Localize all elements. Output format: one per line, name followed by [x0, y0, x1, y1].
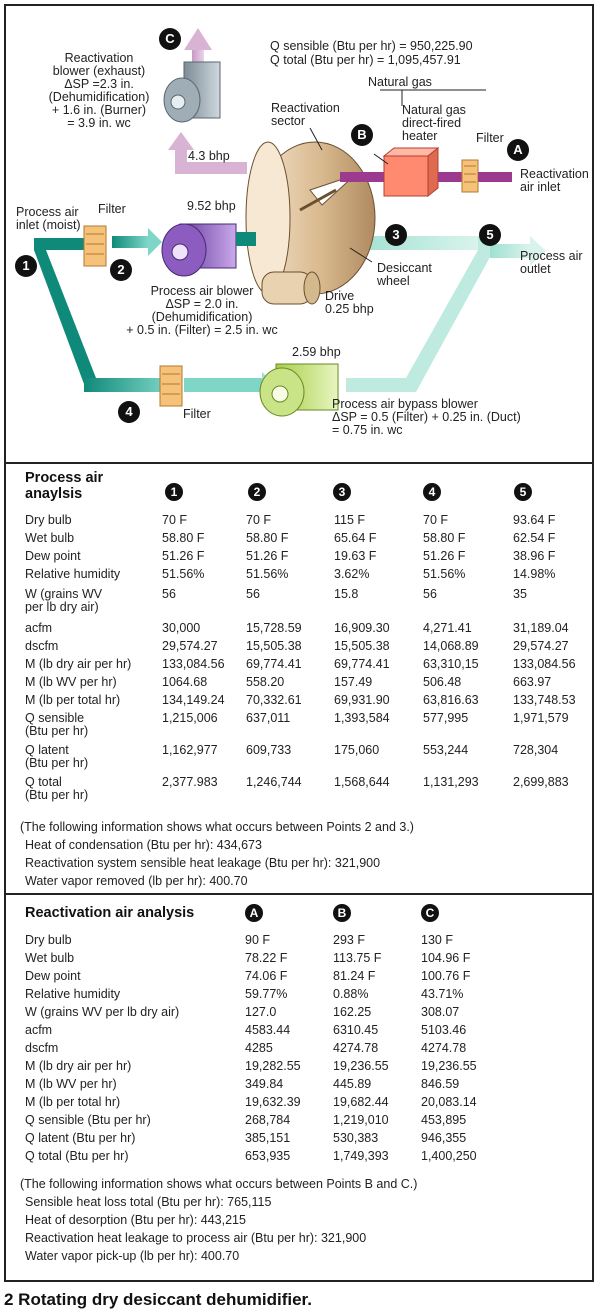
process-cell: 1,215,006 — [162, 711, 218, 725]
point-4-badge: 4 — [118, 401, 140, 423]
reactivation-blower-label: Reactivation blower (exhaust) ΔSP =2.3 in. (Dehumidification) + 1.6 in. (Burner) = 3.9 in. wc — [48, 51, 150, 130]
process-cell: 69,774.41 — [246, 657, 302, 671]
process-cell: 1,393,584 — [334, 711, 390, 725]
reactivation-cell: 530,383 — [333, 1131, 379, 1145]
filter-top-label: Filter — [476, 131, 504, 145]
process-cell: 3.62% — [334, 567, 370, 581]
divider-middle — [4, 893, 594, 895]
reactivation-cell: 20,083.14 — [421, 1095, 477, 1109]
process-cell: 115 F — [334, 513, 366, 527]
reactivation-cell: 453,895 — [421, 1113, 467, 1127]
process-row-label: Dry bulb — [25, 513, 72, 527]
process-cell: 133,084.56 — [513, 657, 576, 671]
reactivation-note-4: Water vapor pick-up (lb per hr): 400.70 — [25, 1249, 240, 1263]
process-cell: 38.96 F — [513, 549, 556, 563]
reactivation-sector-label: Reactivation sector — [271, 101, 340, 128]
process-cell: 1064.68 — [162, 675, 208, 689]
process-cell: 14,068.89 — [423, 639, 479, 653]
reactivation-cell: 162.25 — [333, 1005, 372, 1019]
point-c-badge: C — [159, 28, 181, 50]
reactivation-row-label: M (lb dry air per hr) — [25, 1059, 132, 1073]
bypass-blower-label: Process air bypass blower ΔSP = 0.5 (Filter) + 0.25 in. (Duct) = 0.75 in. wc — [332, 397, 521, 437]
process-note-1: Heat of condensation (Btu per hr): 434,673 — [25, 838, 262, 852]
reactivation-row-label: acfm — [25, 1023, 53, 1037]
process-row-label: Q sensible (Btu per hr) — [25, 711, 89, 738]
reactivation-cell: 43.71% — [421, 987, 464, 1001]
process-cell: 1,162,977 — [162, 743, 218, 757]
process-cell: 51.56% — [162, 567, 205, 581]
reactivation-cell: 19,236.55 — [421, 1059, 477, 1073]
reactivation-cell: 6310.45 — [333, 1023, 379, 1037]
reactivation-cell: 946,355 — [421, 1131, 467, 1145]
process-cell: 51.56% — [423, 567, 466, 581]
process-col-1: 1 — [165, 483, 183, 501]
reactivation-cell: 4274.78 — [333, 1041, 379, 1055]
process-row-label: Wet bulb — [25, 531, 75, 545]
process-cell: 51.26 F — [162, 549, 205, 563]
process-cell: 2,377.983 — [162, 775, 218, 789]
process-cell: 14.98% — [513, 567, 556, 581]
process-cell: 65.64 F — [334, 531, 377, 545]
point-5-badge: 5 — [479, 224, 501, 246]
process-row-label: Dew point — [25, 549, 81, 563]
desiccant-wheel — [246, 142, 375, 304]
reactivation-cell: 19,632.39 — [245, 1095, 301, 1109]
reactivation-cell: 127.0 — [245, 1005, 277, 1019]
reactivation-cell: 78.22 F — [245, 951, 288, 965]
reactivation-row-label: Dew point — [25, 969, 81, 983]
process-cell: 93.64 F — [513, 513, 556, 527]
reactivation-cell: 1,219,010 — [333, 1113, 389, 1127]
filter-bottom-label: Filter — [183, 407, 211, 421]
process-row-label: M (lb WV per hr) — [25, 675, 117, 689]
process-cell: 157.49 — [334, 675, 373, 689]
process-cell: 728,304 — [513, 743, 559, 757]
process-cell: 553,244 — [423, 743, 469, 757]
process-row-label: Q total (Btu per hr) — [25, 775, 89, 802]
process-cell: 35 — [513, 587, 527, 601]
reactivation-cell: 74.06 F — [245, 969, 288, 983]
process-row-label: Q latent (Btu per hr) — [25, 743, 89, 770]
point-1-badge: 1 — [15, 255, 37, 277]
reactivation-row-label: dscfm — [25, 1041, 59, 1055]
reactivation-cell: 130 F — [421, 933, 453, 947]
reactivation-cell: 293 F — [333, 933, 365, 947]
reactivation-cell: 4285 — [245, 1041, 273, 1055]
reactivation-row-label: Q sensible (Btu per hr) — [25, 1113, 151, 1127]
process-cell: 133,084.56 — [162, 657, 225, 671]
process-cell: 69,931.90 — [334, 693, 390, 707]
process-outlet-label: Process air outlet — [520, 249, 583, 276]
process-cell: 58.80 F — [423, 531, 466, 545]
reactivation-cell: 385,151 — [245, 1131, 291, 1145]
reactivation-blower — [164, 62, 220, 122]
reactivation-cell: 59.77% — [245, 987, 288, 1001]
process-row-label: M (lb dry air per hr) — [25, 657, 132, 671]
process-cell: 56 — [423, 587, 437, 601]
reactivation-cell: 113.75 F — [333, 951, 382, 965]
process-cell: 1,131,293 — [423, 775, 479, 789]
process-row-label: W (grains WV per lb dry air) — [25, 587, 103, 614]
process-cell: 558.20 — [246, 675, 285, 689]
process-cell: 51.26 F — [423, 549, 466, 563]
reactivation-row-label: Relative humidity — [25, 987, 121, 1001]
process-cell: 70 F — [162, 513, 188, 527]
reactivation-title: Reactivation air analysis — [25, 905, 195, 921]
process-cell: 56 — [246, 587, 260, 601]
natural-gas-label: Natural gas — [368, 75, 432, 89]
reactivation-row-label: Wet bulb — [25, 951, 75, 965]
reactivation-col-a: A — [245, 904, 263, 922]
process-cell: 51.56% — [246, 567, 289, 581]
reactivation-cell: 19,282.55 — [245, 1059, 301, 1073]
process-cell: 70 F — [423, 513, 449, 527]
process-air-blower — [162, 224, 256, 276]
reactivation-cell: 19,682.44 — [333, 1095, 389, 1109]
process-cell: 19.63 F — [334, 549, 377, 563]
reactivation-row-label: Q latent (Btu per hr) — [25, 1131, 136, 1145]
process-cell: 1,568,644 — [334, 775, 390, 789]
reactivation-cell: 445.89 — [333, 1077, 372, 1091]
reactivation-cell: 268,784 — [245, 1113, 291, 1127]
process-note-0: (The following information shows what occurs between Points 2 and 3.) — [20, 820, 414, 834]
process-cell: 56 — [162, 587, 176, 601]
process-cell: 15,505.38 — [334, 639, 390, 653]
reactivation-cell: 1,400,250 — [421, 1149, 477, 1163]
point-2-badge: 2 — [110, 259, 132, 281]
process-cell: 133,748.53 — [513, 693, 576, 707]
filter-left-label: Filter — [98, 202, 126, 216]
reactivation-cell: 0.88% — [333, 987, 369, 1001]
process-cell: 70,332.61 — [246, 693, 302, 707]
process-note-2: Reactivation system sensible heat leakage (Btu per hr): 321,900 — [25, 856, 381, 870]
reactivation-col-b: B — [333, 904, 351, 922]
process-inlet-label: Process air inlet (moist) — [16, 205, 81, 232]
process-cell: 58.80 F — [162, 531, 205, 545]
process-cell: 30,000 — [162, 621, 201, 635]
process-cell: 62.54 F — [513, 531, 556, 545]
process-cell: 134,149.24 — [162, 693, 225, 707]
process-cell: 29,574.27 — [513, 639, 569, 653]
process-cell: 15,505.38 — [246, 639, 302, 653]
process-col-5: 5 — [514, 483, 532, 501]
process-cell: 577,995 — [423, 711, 469, 725]
bhp-2-59-label: 2.59 bhp — [292, 345, 341, 359]
reactivation-cell: 1,749,393 — [333, 1149, 389, 1163]
bypass-blower — [260, 364, 338, 416]
q-sensible-label: Q sensible (Btu per hr) = 950,225.90 — [270, 39, 473, 53]
reactivation-cell: 4583.44 — [245, 1023, 291, 1037]
point-b-badge: B — [351, 124, 373, 146]
heater-label: Natural gas direct-fired heater — [402, 103, 466, 143]
reactivation-cell: 846.59 — [421, 1077, 460, 1091]
process-col-2: 2 — [248, 483, 266, 501]
q-total-label: Q total (Btu per hr) = 1,095,457.91 — [270, 53, 461, 67]
process-row-label: dscfm — [25, 639, 59, 653]
reactivation-cell: 5103.46 — [421, 1023, 467, 1037]
process-cell: 58.80 F — [246, 531, 289, 545]
bhp-4-3-label: 4.3 bhp — [188, 149, 230, 163]
process-cell: 63,310,15 — [423, 657, 479, 671]
bhp-9-52-label: 9.52 bhp — [187, 199, 236, 213]
point-a-badge: A — [507, 139, 529, 161]
point-3-badge: 3 — [385, 224, 407, 246]
process-cell: 637,011 — [246, 711, 291, 725]
process-title: Process air anaylsis — [25, 470, 104, 502]
divider-top — [4, 462, 594, 464]
reactivation-row-label: Q total (Btu per hr) — [25, 1149, 129, 1163]
reactivation-cell: 4274.78 — [421, 1041, 467, 1055]
reactivation-cell: 90 F — [245, 933, 271, 947]
reactivation-note-3: Reactivation heat leakage to process air (Btu per hr): 321,900 — [25, 1231, 367, 1245]
figure-caption: 2 Rotating dry desiccant dehumidifier. — [4, 1290, 312, 1309]
process-cell: 70 F — [246, 513, 272, 527]
process-col-4: 4 — [423, 483, 441, 501]
reactivation-cell: 308.07 — [421, 1005, 460, 1019]
reactivation-note-2: Heat of desorption (Btu per hr): 443,215 — [25, 1213, 246, 1227]
process-row-label: Relative humidity — [25, 567, 121, 581]
process-note-3: Water vapor removed (lb per hr): 400.70 — [25, 874, 248, 888]
reactivation-note-0: (The following information shows what occurs between Points B and C.) — [20, 1177, 418, 1191]
process-cell: 609,733 — [246, 743, 292, 757]
process-row-label: acfm — [25, 621, 53, 635]
dehumidifier-diagram — [0, 0, 600, 460]
reactivation-row-label: W (grains WV per lb dry air) — [25, 1005, 180, 1019]
process-cell: 1,246,744 — [246, 775, 302, 789]
reactivation-cell: 653,935 — [245, 1149, 291, 1163]
process-blower-label: Process air blower ΔSP = 2.0 in. (Dehumidification) + 0.5 in. (Filter) = 2.5 in. wc — [126, 284, 278, 337]
reactivation-note-1: Sensible heat loss total (Btu per hr): 765,115 — [25, 1195, 272, 1209]
process-row-label: M (lb per total hr) — [25, 693, 121, 707]
process-cell: 15.8 — [334, 587, 359, 601]
process-cell: 31,189.04 — [513, 621, 569, 635]
process-cell: 15,728.59 — [246, 621, 302, 635]
process-cell: 1,971,579 — [513, 711, 569, 725]
reactivation-cell: 19,236.55 — [333, 1059, 389, 1073]
desiccant-wheel-label: Desiccant wheel — [377, 261, 432, 288]
reactivation-row-label: Dry bulb — [25, 933, 72, 947]
drive-label: Drive 0.25 bhp — [325, 289, 374, 316]
process-cell: 2,699,883 — [513, 775, 569, 789]
process-col-3: 3 — [333, 483, 351, 501]
reactivation-cell: 349.84 — [245, 1077, 284, 1091]
process-cell: 506.48 — [423, 675, 462, 689]
process-cell: 175,060 — [334, 743, 380, 757]
reactivation-cell: 104.96 F — [421, 951, 471, 965]
reactivation-inlet-label: Reactivation air inlet — [520, 167, 589, 194]
reactivation-row-label: M (lb WV per hr) — [25, 1077, 117, 1091]
process-cell: 63,816.63 — [423, 693, 479, 707]
process-cell: 16,909.30 — [334, 621, 390, 635]
process-cell: 4,271.41 — [423, 621, 472, 635]
process-cell: 29,574.27 — [162, 639, 218, 653]
process-cell: 663.97 — [513, 675, 552, 689]
reactivation-cell: 81.24 F — [333, 969, 376, 983]
process-cell: 69,774.41 — [334, 657, 390, 671]
reactivation-cell: 100.76 F — [421, 969, 471, 983]
process-cell: 51.26 F — [246, 549, 289, 563]
reactivation-row-label: M (lb per total hr) — [25, 1095, 121, 1109]
reactivation-col-c: C — [421, 904, 439, 922]
